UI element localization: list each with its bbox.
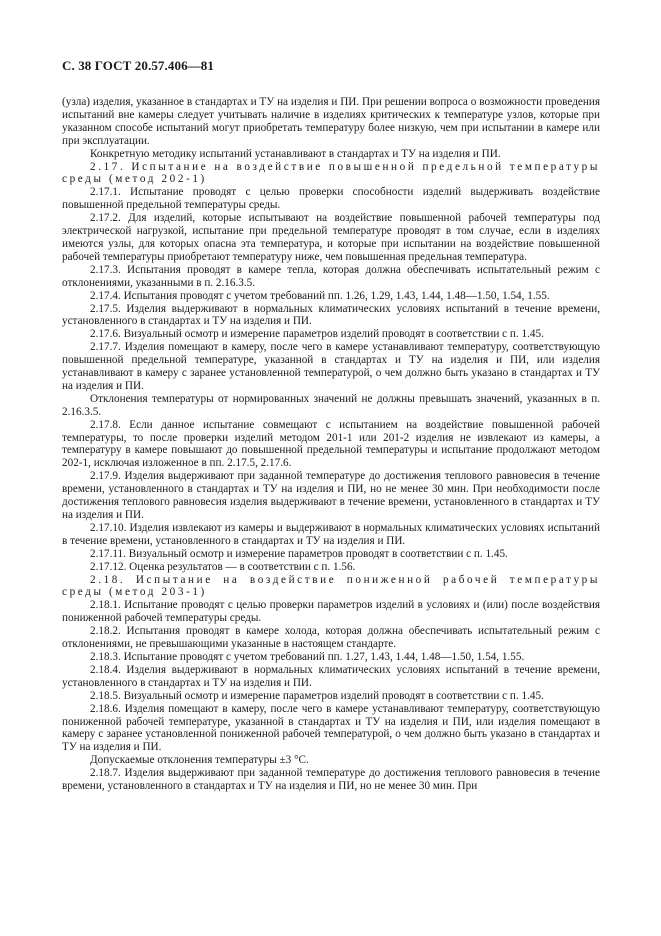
paragraph: 2.17.8. Если данное испытание совмещают с испытанием на воздействие повышенной рабочей температуры, то после проверки изделий методом 201-1 или 201-2 изделия не извлекают из камеры, а температуру в камере повышают до повышенной предельной температуры и испытание продолжают методом 202-1, исключая изложенное в пп. 2.17.5, 2.17.6.	[62, 418, 600, 470]
paragraph: 2.17.1. Испытание проводят с целью проверки способности изделий выдерживать воздействие повышенной предельной температуры среды.	[62, 186, 600, 212]
section-heading: 2.18. Испытание на воздействие пониженной рабочей температуры среды (метод 203-1)	[62, 573, 600, 599]
paragraph: Допускаемые отклонения температуры ±3 °С.	[90, 754, 309, 767]
paragraph: 2.18.4. Изделия выдерживают в нормальных климатических условиях испытаний в течение времени, установленного в стандартах и ТУ на изделия и ПИ.	[62, 663, 600, 689]
paragraph: 2.17.5. Изделия выдерживают в нормальных климатических условиях испытаний в течение времени, установленного в стандартах и ТУ на изделия и ПИ.	[62, 302, 600, 328]
paragraph: 2.18.3. Испытание проводят с учетом требований пп. 1.27, 1.43, 1.44, 1.48—1.50, 1.54, 1.55.	[90, 650, 525, 663]
document-body	[62, 96, 600, 793]
paragraph: 2.17.3. Испытания проводят в камере тепла, которая должна обеспечивать испытательный режим с отклонениями, указанными в п. 2.16.3.5.	[62, 263, 600, 289]
paragraph: 2.18.2. Испытания проводят в камере холода, которая должна обеспечивать испытательный режим с отклонениями, не превышающими указанные в настоящем стандарте.	[62, 625, 600, 651]
page-header: С. 38 ГОСТ 20.57.406—81	[62, 58, 214, 73]
paragraph: (узла) изделия, указанное в стандартах и ТУ на изделия и ПИ. При решении вопроса о возможности проведения испытаний вне камеры следует учитывать наличие в изделиях критических к температуре узлов, которые при указанном способе испытаний могут приобретать температуру более низкую, чем при испытании в камере или при эксплуатации.	[62, 96, 600, 147]
paragraph: 2.17.4. Испытания проводят с учетом требований пп. 1.26, 1.29, 1.43, 1.44, 1.48—1.50, 1.54, 1.55.	[90, 289, 550, 302]
paragraph: 2.17.10. Изделия извлекают из камеры и выдерживают в нормальных климатических условиях испытаний в течение времени, установленного в стандартах и ТУ на изделия и ПИ.	[62, 521, 600, 547]
paragraph: Отклонения температуры от нормированных значений не должны превышать значений, указанных в п. 2.16.3.5.	[62, 392, 600, 418]
section-heading: 2.17. Испытание на воздействие повышенной предельной температуры среды (метод 202-1)	[62, 160, 600, 186]
paragraph: 2.17.2. Для изделий, которые испытывают на воздействие повышенной рабочей температуры под электрической нагрузкой, испытание при предельной температуре проводят в том случае, если в изделиях имеются узлы, для которых опасна эта температура, и которые при испытании на воздействие повышенной рабочей температуры приобретают температуру ниже, чем повышенная предельная температура.	[62, 212, 600, 263]
paragraph: 2.18.6. Изделия помещают в камеру, после чего в камере устанавливают температуру, соответствующую пониженной рабочей температуре, указанной в стандартах и ТУ на изделия и ПИ, или изделия помещают в камеру с заранее установленной пониженной рабочей температурой, о чем должно быть указано в стандартах и ТУ на изделия и ПИ.	[62, 702, 600, 754]
paragraph: 2.18.5. Визуальный осмотр и измерение параметров изделий проводят в соответствии с п. 1.45.	[90, 689, 544, 702]
paragraph: 2.17.7. Изделия помещают в камеру, после чего в камере устанавливают температуру, соответствующую повышенной предельной температуре, указанной в стандартах и ТУ на изделия и ПИ, или изделия устанавливают в камеру с заранее установленной температурой, о чем должно быть указано в стандартах и ТУ на изделия и ПИ.	[62, 341, 600, 392]
paragraph: 2.18.7. Изделия выдерживают при заданной температуре до достижения теплового равновесия в течение времени, установленного в стандартах и ТУ на изделия и ПИ, но не менее 30 мин. При	[62, 767, 600, 793]
paragraph: 2.17.9. Изделия выдерживают при заданной температуре до достижения теплового равновесия в течение времени, установленного в стандартах и ТУ на изделия и ПИ, но не менее 30 мин. При необходимости после достижения теплового равновесия изделия выдерживают в течение времени, установленного в стандартах и ТУ на изделия и ПИ.	[62, 470, 600, 521]
paragraph: 2.17.6. Визуальный осмотр и измерение параметров изделий проводят в соответствии с п. 1.45.	[90, 328, 544, 341]
paragraph: Конкретную методику испытаний устанавливают в стандартах и ТУ на изделия и ПИ.	[90, 147, 501, 160]
paragraph: 2.17.12. Оценка результатов — в соответствии с п. 1.56.	[90, 560, 356, 573]
paragraph: 2.17.11. Визуальный осмотр и измерение параметров проводят в соответствии с п. 1.45.	[90, 547, 508, 560]
paragraph: 2.18.1. Испытание проводят с целью проверки параметров изделий в условиях и (или) после воздействия пониженной рабочей температуры среды.	[62, 599, 600, 625]
